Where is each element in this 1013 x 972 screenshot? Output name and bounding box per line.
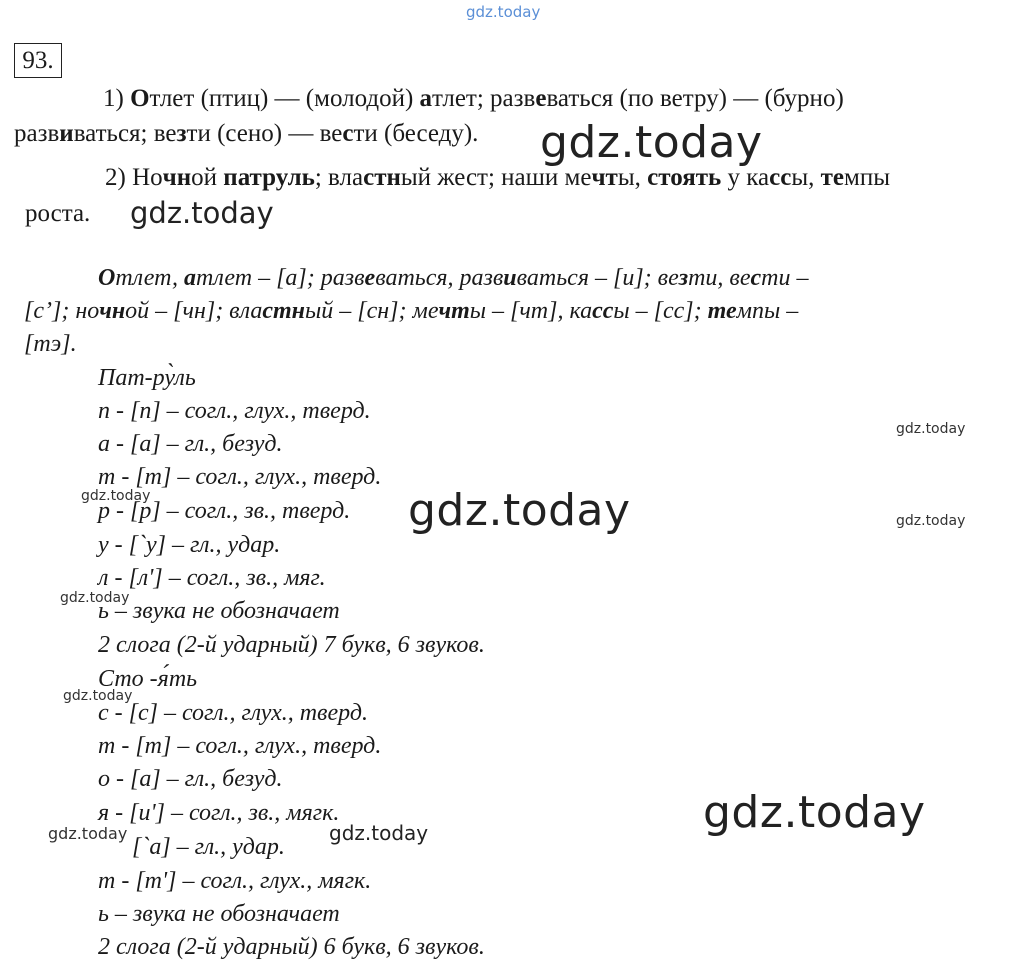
word2-summary: 2 слога (2-й ударный) 6 букв, 6 звуков.: [98, 934, 485, 960]
watermark-small-1: gdz.today: [896, 421, 966, 437]
highlighted-letters: О: [98, 265, 116, 291]
text-run: тлет – [а]; разв: [196, 265, 365, 291]
text-run: 1): [103, 85, 131, 112]
highlighted-letters: те: [820, 164, 845, 191]
word1-line: р - [р] – согл., зв., тверд.: [98, 498, 351, 524]
text-run: ый – [сн]; ме: [305, 298, 439, 324]
watermark-small-5: gdz.today: [63, 688, 133, 704]
text-run: 2) Но: [105, 164, 163, 191]
text-run: ы – [сс];: [613, 298, 708, 324]
watermark-small-7: gdz.today: [329, 821, 429, 845]
text-run: ый жест; наши ме: [400, 164, 592, 191]
word2-line: я - [и'] – согл., зв., мягк.: [98, 800, 340, 826]
text-run: ы,: [617, 164, 648, 191]
analysis-line3: [24, 332, 77, 356]
highlighted-letters: а: [419, 85, 433, 112]
text-run: [с’]; но: [24, 298, 100, 324]
analysis-line1: [98, 266, 809, 290]
word1-title: Пат-ру̀ль: [98, 365, 196, 391]
highlighted-letters: и: [59, 120, 74, 147]
part1-line2: [14, 121, 478, 146]
text-run: ти, ве: [688, 265, 751, 291]
word1-line: т - [т] – согл., глух., тверд.: [98, 464, 382, 490]
highlighted-letters: с: [750, 265, 762, 291]
watermark-small-4: gdz.today: [60, 590, 130, 606]
exercise-number: 93.: [14, 43, 62, 78]
word1-line: ь – звука не обозначает: [98, 598, 340, 624]
word2-line: [`а] – гл., удар.: [132, 834, 285, 860]
text-run: тлет; разв: [432, 85, 536, 112]
word2-line: ь – звука не обозначает: [98, 901, 340, 927]
word1-line: п - [п] – согл., глух., тверд.: [98, 398, 371, 424]
watermark-top: gdz.today: [466, 3, 541, 21]
text-run: ваться – [и]; ве: [516, 265, 679, 291]
highlighted-letters: чн: [162, 164, 192, 191]
highlighted-letters: е: [364, 265, 376, 291]
highlighted-letters: чн: [99, 298, 126, 324]
word1-line: а - [а] – гл., безуд.: [98, 431, 283, 457]
watermark-large-1: gdz.today: [540, 117, 763, 168]
text-run: ы – [чт], ка: [469, 298, 593, 324]
text-run: ваться; ве: [73, 120, 177, 147]
word2-line: т - [т'] – согл., глух., мягк.: [98, 868, 372, 894]
text-run: ы,: [791, 164, 821, 191]
highlighted-letters: стн: [262, 298, 306, 324]
text-run: тлет (птиц) — (молодой): [149, 85, 420, 112]
highlighted-letters: те: [707, 298, 737, 324]
part1-line1: [103, 86, 844, 111]
text-run: разв: [14, 120, 60, 147]
watermark-large-3: gdz.today: [703, 787, 926, 838]
text-run: ваться, разв: [375, 265, 504, 291]
watermark-medium-1: gdz.today: [130, 196, 274, 230]
word2-title: Сто -я́ть: [98, 666, 198, 692]
text-run: [тэ].: [24, 331, 77, 357]
text-run: мпы: [844, 164, 891, 191]
text-run: ти (сено) — ве: [186, 120, 343, 147]
highlighted-letters: чт: [591, 164, 618, 191]
text-run: ; вла: [314, 164, 364, 191]
highlighted-letters: стоять: [647, 164, 722, 191]
highlighted-letters: сс: [769, 164, 792, 191]
highlighted-letters: и: [503, 265, 517, 291]
text-run: ваться (по ветру) — (бурно): [546, 85, 844, 112]
text-run: мпы –: [736, 298, 799, 324]
highlighted-letters: з: [176, 120, 187, 147]
word1-line: у - [`у] – гл., удар.: [98, 532, 281, 558]
text-run: у ка: [721, 164, 770, 191]
highlighted-letters: патруль: [223, 164, 315, 191]
watermark-small-2: gdz.today: [81, 488, 151, 504]
highlighted-letters: О: [130, 85, 150, 112]
word2-line: с - [с] – согл., глух., тверд.: [98, 700, 368, 726]
watermark-small-6: gdz.today: [48, 824, 128, 843]
watermark-small-3: gdz.today: [896, 513, 966, 529]
analysis-line2: [24, 299, 798, 323]
part2-line1: [105, 165, 890, 190]
text-run: ой: [191, 164, 224, 191]
text-run: тлет,: [115, 265, 185, 291]
part2-line2: [25, 201, 90, 226]
text-run: ой – [чн]; вла: [125, 298, 263, 324]
highlighted-letters: стн: [363, 164, 401, 191]
highlighted-letters: з: [678, 265, 689, 291]
text-run: ти –: [761, 265, 809, 291]
text-run: роста.: [25, 200, 91, 227]
highlighted-letters: а: [184, 265, 197, 291]
highlighted-letters: е: [535, 85, 547, 112]
word2-line: о - [а] – гл., безуд.: [98, 766, 283, 792]
highlighted-letters: сс: [592, 298, 614, 324]
text-run: ти (беседу).: [353, 120, 479, 147]
highlighted-letters: чт: [438, 298, 470, 324]
highlighted-letters: с: [342, 120, 354, 147]
word1-line: л - [л'] – согл., зв., мяг.: [98, 565, 326, 591]
watermark-large-2: gdz.today: [408, 485, 631, 536]
word2-line: т - [т] – согл., глух., тверд.: [98, 733, 382, 759]
word1-summary: 2 слога (2-й ударный) 7 букв, 6 звуков.: [98, 632, 485, 658]
